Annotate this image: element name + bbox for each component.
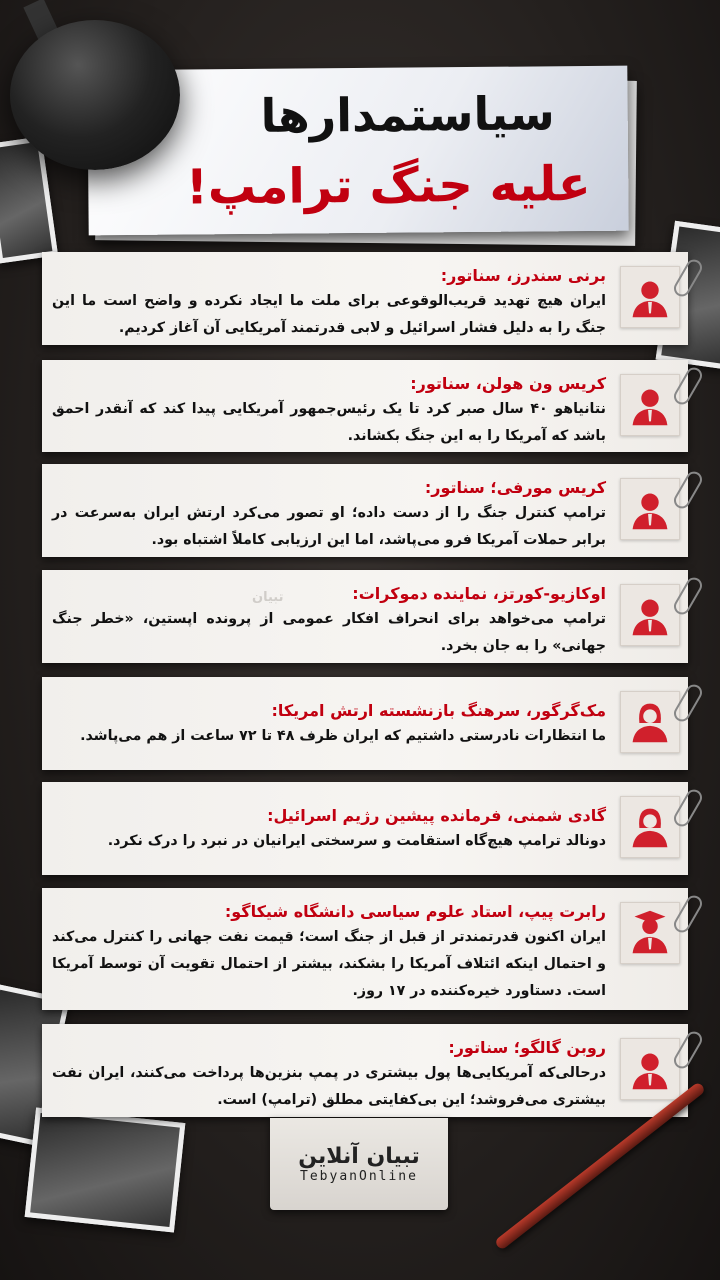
quote-text: ترامپ کنترل جنگ را از دست داده؛ او تصور می‌کرد ارتش ایران به‌سرعت در برابر حملات آمریکا فرو می‌پاشد، اما این ارزیابی کاملاً اشتباه بود. [52, 505, 606, 548]
speaker-name: اوکازیو-کورتز، نماینده دموکرات: [352, 584, 606, 603]
quote-text: درحالی‌که آمریکایی‌ها پول بیشتری در پمپ بنزین‌ها پرداخت می‌کنند، ایران نفت بیشتری می‌فروشد؛ این بی‌کفایتی مطلق (ترامپ) است. [52, 1065, 606, 1108]
quote-card [42, 677, 688, 770]
speaker-name: رابرت پیپ، استاد علوم سیاسی دانشگاه شیکاگو: [224, 902, 606, 921]
logo-english: TebyanOnline [300, 1169, 418, 1184]
quote-text: دونالد ترامپ هیچ‌گاه استقامت و سرسختی ایرانیان در نبرد را درک نکرد. [107, 833, 606, 849]
desk-lamp-image [10, 20, 180, 170]
quote-card [42, 360, 688, 452]
quote-card [42, 252, 688, 345]
quote-card [42, 1024, 688, 1117]
speaker-name: مک‌گرگور، سرهنگ بازنشسته ارتش امریکا: [271, 701, 606, 720]
speaker-name: روبن گالگو؛ سناتور: [448, 1038, 606, 1057]
quote-text: نتانیاهو ۴۰ سال صبر کرد تا یک رئیس‌جمهور آمریکایی پیدا کند که آنقدر احمق باشد که آمریکا را به این جنگ بکشاند. [52, 401, 606, 444]
male-person-icon [621, 1084, 679, 1103]
avatar [620, 584, 680, 646]
missile-photo [25, 1107, 186, 1232]
graduate-icon [621, 948, 679, 967]
quote-text: ایران هیچ تهدید قریب‌الوقوعی برای ملت ما ایجاد نکرده و واضح است ما این جنگ را به دلیل فشار اسرائیل و لابی قدرتمند آمریکایی آن آغاز کردیم. [52, 293, 606, 336]
avatar [620, 478, 680, 540]
quote-card [42, 570, 688, 663]
watermark-logo: تبیان [252, 590, 284, 605]
avatar [620, 691, 680, 753]
title-line-1: سیاستمدارها [260, 86, 555, 143]
speaker-name: گادی شمنی، فرمانده پیشین رژیم اسرائیل: [267, 806, 606, 825]
quote-text: ایران اکنون قدرتمندتر از قبل از جنگ است؛ قیمت نفت جهانی را کنترل می‌کند و احتمال اینکه ائتلاف آمریکا را بشکند، بیشتر از احتمال تقویت آن توسط آمریکا است. دستاورد خیره‌کننده در ۱۷ روز. [52, 929, 606, 999]
quote-text: ما انتظارات نادرستی داشتیم که ایران ظرف ۴۸ تا ۷۲ ساعت از هم می‌پاشد. [80, 728, 606, 744]
male-person-icon [621, 524, 679, 543]
male-person-icon [621, 420, 679, 439]
female-person-icon [621, 842, 679, 861]
quote-card [42, 782, 688, 875]
avatar [620, 796, 680, 858]
avatar [620, 266, 680, 328]
speaker-name: برنی سندرز، سناتور: [440, 266, 606, 285]
speaker-name: کریس ون هولن، سناتور: [410, 374, 606, 393]
avatar [620, 374, 680, 436]
speaker-name: کریس مورفی؛ سناتور: [424, 478, 606, 497]
female-person-icon [621, 737, 679, 756]
quote-card [42, 464, 688, 557]
male-person-icon [621, 630, 679, 649]
avatar [620, 1038, 680, 1100]
quote-text: ترامپ می‌خواهد برای انحراف افکار عمومی از پرونده اپستین، «خطر جنگ جهانی» را به جان بخرد. [52, 611, 606, 654]
logo-persian: تبیان آنلاین [298, 1144, 420, 1169]
avatar [620, 902, 680, 964]
tebyan-logo [270, 1118, 448, 1210]
quote-card [42, 888, 688, 1010]
title-line-2: علیه جنگ ترامپ! [185, 155, 591, 216]
male-person-icon [621, 312, 679, 331]
